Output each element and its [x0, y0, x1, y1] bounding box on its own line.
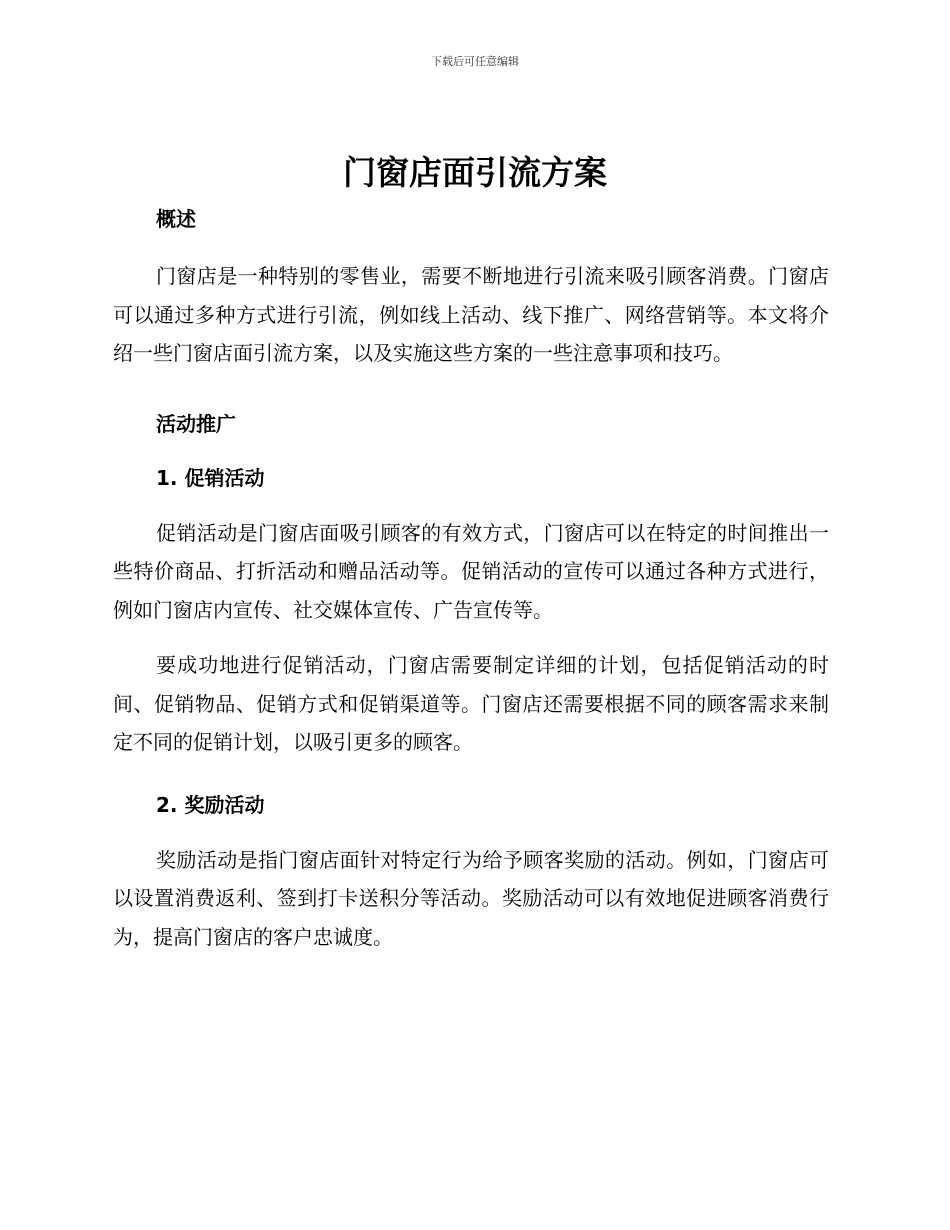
rewards-paragraph: 奖励活动是指门窗店面针对特定行为给予顾客奖励的活动。例如，门窗店可以设置消费返利、签到打卡送积分等活动。奖励活动可以有效地促进顾客消费行为，提高门窗店的客户忠诚度。: [113, 847, 829, 949]
page-header-note: 下载后可任意编辑: [431, 55, 519, 68]
subsection-heading-rewards: 2. 奖励活动: [156, 792, 265, 817]
section-heading-overview: 概述: [156, 207, 196, 231]
document-body: [113, 203, 829, 956]
subsection-heading-sales: 1. 促销活动: [156, 465, 265, 490]
sales-paragraph-1: 促销活动是门窗店面吸引顾客的有效方式，门窗店可以在特定的时间推出一些特价商品、打折活动和赠品活动等。促销活动的宣传可以通过各种方式进行，例如门窗店内宣传、社交媒体宣传、广告宣传等。: [113, 520, 829, 622]
sales-paragraph-2: 要成功地进行促销活动，门窗店需要制定详细的计划，包括促销活动的时间、促销物品、促销方式和促销渠道等。门窗店还需要根据不同的顾客需求来制定不同的促销计划，以吸引更多的顾客。: [113, 653, 829, 754]
document-title: 门窗店面引流方案: [343, 153, 607, 192]
overview-paragraph: 门窗店是一种特别的零售业，需要不断地进行引流来吸引顾客消费。门窗店可以通过多种方式进行引流，例如线上活动、线下推广、网络营销等。本文将介绍一些门窗店面引流方案，以及实施这些方案的一些注意事项和技巧。: [113, 264, 829, 365]
section-heading-promotion: 活动推广: [156, 411, 236, 436]
